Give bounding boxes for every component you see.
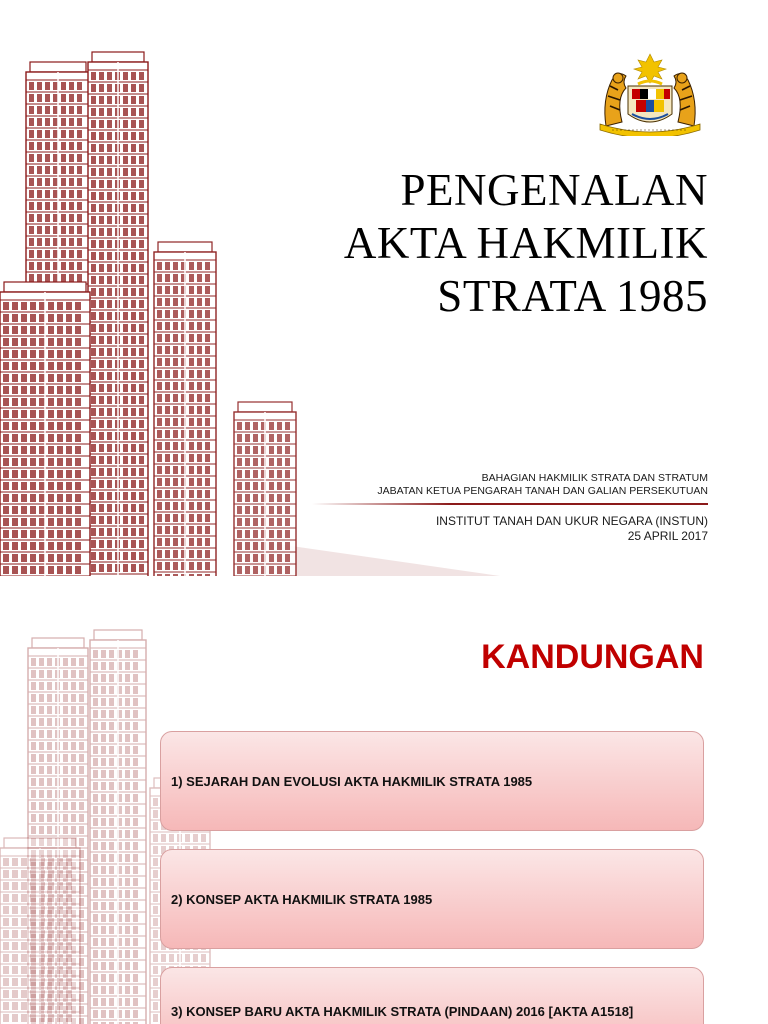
title-line: STRATA 1985	[437, 271, 708, 321]
contents-item-label: 2) KONSEP AKTA HAKMILIK STRATA 1985	[171, 891, 433, 907]
contents-item[interactable]	[160, 731, 704, 831]
malaysia-coat-of-arms-icon	[592, 50, 708, 136]
contents-item-label: 1) SEJARAH DAN EVOLUSI AKTA HAKMILIK STRATA 1985	[171, 773, 533, 789]
department-block	[377, 472, 708, 498]
department-line: JABATAN KETUA PENGARAH TANAH DAN GALIAN PERSEKUTUAN	[377, 485, 708, 497]
presentation-title	[344, 164, 708, 323]
contents-slide	[0, 598, 768, 1024]
title-line: AKTA HAKMILIK	[343, 218, 708, 268]
department-line: BAHAGIAN HAKMILIK STRATA DAN STRATUM	[481, 472, 708, 484]
event-block	[436, 514, 708, 544]
venue-text: INSTITUT TANAH DAN UKUR NEGARA (INSTUN)	[435, 514, 708, 528]
title-line: PENGENALAN	[400, 165, 708, 215]
divider-line	[312, 502, 708, 506]
contents-item-label: 3) KONSEP BARU AKTA HAKMILIK STRATA (PINDAAN) 2016 [AKTA A1518]	[171, 1004, 634, 1019]
contents-heading: KANDUNGAN	[481, 638, 704, 676]
contents-item[interactable]	[160, 849, 704, 949]
contents-item[interactable]	[160, 967, 704, 1024]
date-text: 25 APRIL 2017	[627, 529, 708, 543]
slide-gap	[0, 576, 768, 598]
